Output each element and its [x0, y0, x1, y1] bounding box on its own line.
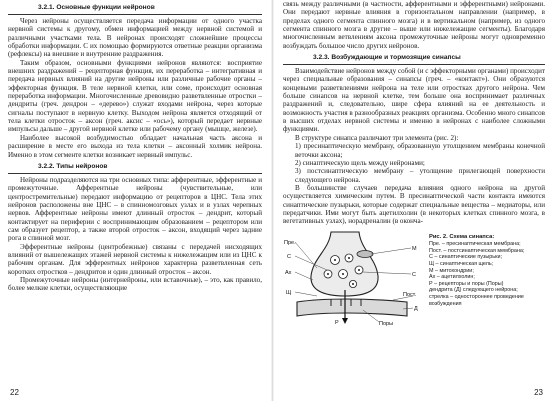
- paragraph: связь между различными (в частности, афферентными и эфферентными) нейронами. Они передают нервные влияния в горизонтальном направлении (например, в пределах одного сегмента спинного мозга) и в вертикальном (например, из одного сегмента спинного мозга в другие – выше или нижележащие сегменты). Благодаря многочисленным ветвлениям аксона промежуточные нейроны могут одновременно возбуждать большое число других нейронов.: [283, 0, 545, 50]
- legend-line: Р – рецепторы и поры (Поры): [429, 280, 504, 287]
- presynaptic-terminal: [311, 232, 378, 296]
- legend-line: Пре. – пресинаптическая мембрана;: [429, 241, 521, 248]
- mitochondrion: [357, 250, 373, 257]
- section-heading-synapses: 3.2.3. Возбуждающие и тормозящие синапсы: [313, 54, 461, 62]
- legend-line: Пост. – постсинаптическая мембрана;: [429, 247, 525, 254]
- label-vesicles-right: С: [412, 271, 416, 278]
- label-receptor: Р: [335, 319, 339, 326]
- synapse-diagram: [283, 230, 423, 326]
- label-cleft: Щ: [286, 289, 292, 296]
- synapse-figure: [283, 230, 545, 326]
- label-vesicles: С: [287, 253, 291, 260]
- legend-line: Щ – синаптическая щель;: [429, 260, 494, 267]
- paragraph: Наиболее высокой возбудимостью обладает начальная часть аксона и расширение в месте его выхода из тела клетки – аксонный холмик нейрона. Именно в этом сегменте клетки возникает нервный импульс.: [8, 133, 262, 159]
- paragraph: Таким образом, основными функциями нейронов являются: восприятие внешних раздражений – рецепторная функция, их переработка – интегративная и передача нервных влияний на другие нейроны или различные рабочие органы – эффекторная функция. В теле нервной клетки, или соме, происходит основная переработка информации. Многочисленные древовидно разветвленные отростки – дендриты (греч. дендрон – «дерево») служат входами нейрона, через которые сигналы поступают в нервную клетку. Выходом нейрона является отходящий от тела клетки отросток – аксон (греч. аксис – «ось»), который передает нервные импульсы дальше – другой нервной клетке или рабочему органу (мышце, железе).: [8, 58, 262, 134]
- paragraph: Эфферентные нейроны (центробежные) связаны с передачей нисходящих влияний от вышележащих этажей нервной системы к нижележащим или из ЦНС к рабочим органам. Для эфферентных нейронов характерна разветвленная сеть коротких отростков – дендритов и один длинный отросток – аксон.: [8, 242, 262, 276]
- label-ach: Ах: [285, 269, 292, 276]
- label-post: Пост.: [403, 291, 417, 298]
- heading-rule: [8, 173, 262, 174]
- section-heading-functions: 3.2.1. Основные функции нейронов: [38, 4, 155, 11]
- figure-title: Рис. 2. Схема синапса:: [429, 233, 495, 240]
- heading-rule: [283, 64, 545, 65]
- list-item: 3) постсинаптическую мембрану – утолщение прилегающей поверхности следующего нейрона.: [295, 167, 545, 184]
- label-dendrite: Д: [414, 305, 418, 312]
- legend-line: С – синаптические пузырьки;: [429, 254, 502, 261]
- paragraph: В большинстве случаев передача влияния одного нейрона на другой осуществляется химическим путем. В пресинаптической части контакта имеются синаптические пузырьки, которые содержат специальные вещества – медиаторы, или передатчики. Ими могут быть ацетилхолин (в некоторых клетках спинного мозга, в вегетативных узлах), норадреналин (в оконча-: [283, 183, 545, 226]
- legend-line: Ах – ацетилхолин;: [429, 274, 475, 281]
- figure-caption: [429, 234, 545, 308]
- postsynaptic-membrane: [297, 299, 407, 316]
- left-page: [8, 0, 262, 401]
- legend-line: возбуждения: [429, 300, 462, 307]
- label-pre: Пре.: [284, 239, 296, 246]
- list-item: 1) пресинаптическую мембрану, образованную утолщением мембраны конечной веточки аксона;: [295, 142, 545, 159]
- paragraph: Промежуточные нейроны (интернейроны, или вставочные), – это, как правило, более мелкие клетки, осуществляющие: [8, 275, 262, 293]
- label-pores: Поры: [379, 320, 394, 326]
- list-item: 2) синаптическую щель между нейронами;: [295, 158, 425, 167]
- paragraph: Взаимодействие нейронов между собой (и с эффекторными органами) происходит через специальные образования – синапсы (греч. – «контакт»). Они образуются концевыми разветвлениями нейрона на теле или отростках другого нейрона. Чем больше синапсов на нервной клетке, тем больше она воспринимает различных раздражений и, следовательно, шире сфера влияний на ее деятельность и возможность участия в разнообразных реакциях организма. Особенно много синапсов в высших отделах нервной системы и именно в нейронах с наиболее сложными функциями.: [283, 67, 545, 134]
- legend-line: М – митохондрии;: [429, 267, 474, 274]
- legend-line: дендрита (Д) следующего нейрона;: [429, 287, 518, 294]
- section-heading-types: 3.2.2. Типы нейронов: [38, 162, 108, 170]
- paragraph: Через нейроны осуществляется передача информации от одного участка нервной системы к другому, обмен информацией между нервной системой и различными участками тела. В нейронах происходят сложнейшие процессы обработки информации. С их помощью формируются ответные реакции организма (рефлексы) на внешние и внутренние раздражения.: [8, 17, 262, 59]
- book-gutter: [271, 0, 274, 401]
- page-number: 22: [10, 387, 19, 397]
- paragraph: В структуре синапса различают три элемента (рис. 2):: [295, 133, 459, 142]
- label-mito: М: [412, 245, 417, 252]
- legend-line: стрелка – одностороннее проведение: [429, 293, 524, 300]
- right-page: [283, 0, 545, 401]
- paragraph: Нейроны подразделяются на три основных типа: афферентные, эфферентные и промежуточные. Афферентные нейроны (чувствительные, или центростремительные) передают информацию от рецепторов в ЦНС. Тела этих нейронов расположены вне ЦНС – в спинномозговых узлах и в узлах черепных нервов. Афферентные нейроны имеют длинный отросток – дендрит, который контактирует на периферии с воспринимающим образованием – рецептором или сам образует рецептор, а также второй отросток – аксон, входящий через задние рога в спинной мозг.: [8, 175, 262, 243]
- page-number: 23: [534, 387, 543, 397]
- heading-rule: [8, 14, 262, 15]
